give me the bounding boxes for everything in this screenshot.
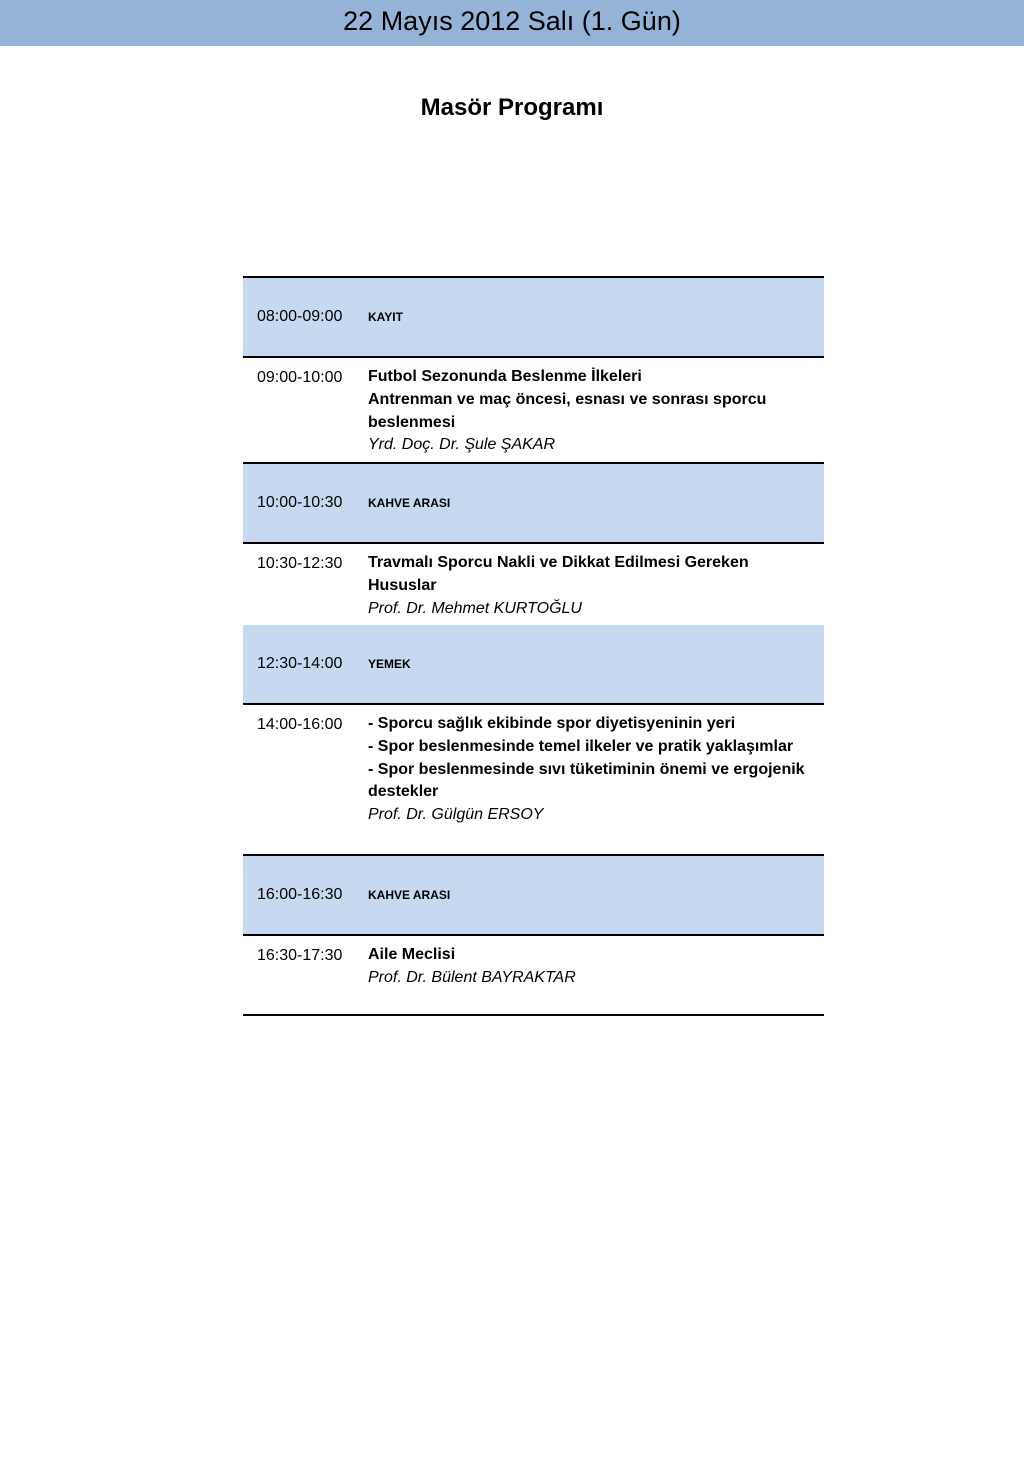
speaker-name: Prof. Dr. Mehmet KURTOĞLU bbox=[368, 599, 582, 617]
schedule-row-session bbox=[243, 703, 824, 854]
schedule-table bbox=[243, 276, 824, 1016]
schedule-row-session bbox=[243, 934, 824, 1016]
schedule-row-break bbox=[243, 854, 824, 934]
session-details bbox=[368, 944, 824, 990]
day-header bbox=[0, 0, 1024, 46]
time-slot: 14:00-16:00 bbox=[257, 716, 343, 733]
session-subtitle: Antrenman ve maç öncesi, esnası ve sonrası sporcu beslenmesi bbox=[368, 390, 767, 431]
break-label: KAHVE ARASI bbox=[368, 888, 451, 902]
time-slot: 10:00-10:30 bbox=[243, 494, 368, 512]
schedule-row-break bbox=[243, 462, 824, 542]
time-slot: 16:00-16:30 bbox=[243, 886, 368, 904]
break-label: KAHVE ARASI bbox=[368, 496, 451, 510]
session-topic: - Spor beslenmesinde temel ilkeler ve pratik yaklaşımlar bbox=[368, 737, 794, 755]
session-details bbox=[368, 713, 824, 827]
session-topic: - Spor beslenmesinde sıvı tüketiminin önemi ve ergojenik destekler bbox=[368, 760, 805, 801]
speaker-name: Yrd. Doç. Dr. Şule ŞAKAR bbox=[368, 436, 556, 454]
break-label: YEMEK bbox=[368, 657, 411, 671]
speaker-name: Prof. Dr. Bülent BAYRAKTAR bbox=[368, 968, 576, 986]
time-slot: 10:30-12:30 bbox=[257, 555, 343, 572]
schedule-row-break bbox=[243, 276, 824, 356]
session-title: Travmalı Sporcu Nakli ve Dikkat Edilmesi Gereken Hususlar bbox=[368, 554, 749, 594]
time-slot: 09:00-10:00 bbox=[257, 369, 343, 386]
schedule-row-session bbox=[243, 542, 824, 625]
session-title: Futbol Sezonunda Beslenme İlkeleri bbox=[368, 368, 642, 385]
session-details bbox=[368, 552, 824, 620]
speaker-name: Prof. Dr. Gülgün ERSOY bbox=[368, 806, 544, 824]
time-slot: 12:30-14:00 bbox=[243, 655, 368, 673]
schedule-row-session bbox=[243, 356, 824, 462]
break-label: KAYIT bbox=[368, 310, 403, 324]
time-slot: 08:00-09:00 bbox=[243, 308, 368, 326]
schedule-row-break bbox=[243, 625, 824, 703]
session-details bbox=[368, 366, 824, 457]
day-title: 22 Mayıs 2012 Salı (1. Gün) bbox=[343, 5, 681, 36]
time-slot: 16:30-17:30 bbox=[257, 947, 343, 964]
document-title: Masör Programı bbox=[420, 94, 604, 121]
session-title: Aile Meclisi bbox=[368, 946, 456, 963]
session-topic: - Sporcu sağlık ekibinde spor diyetisyeninin yeri bbox=[368, 715, 736, 732]
